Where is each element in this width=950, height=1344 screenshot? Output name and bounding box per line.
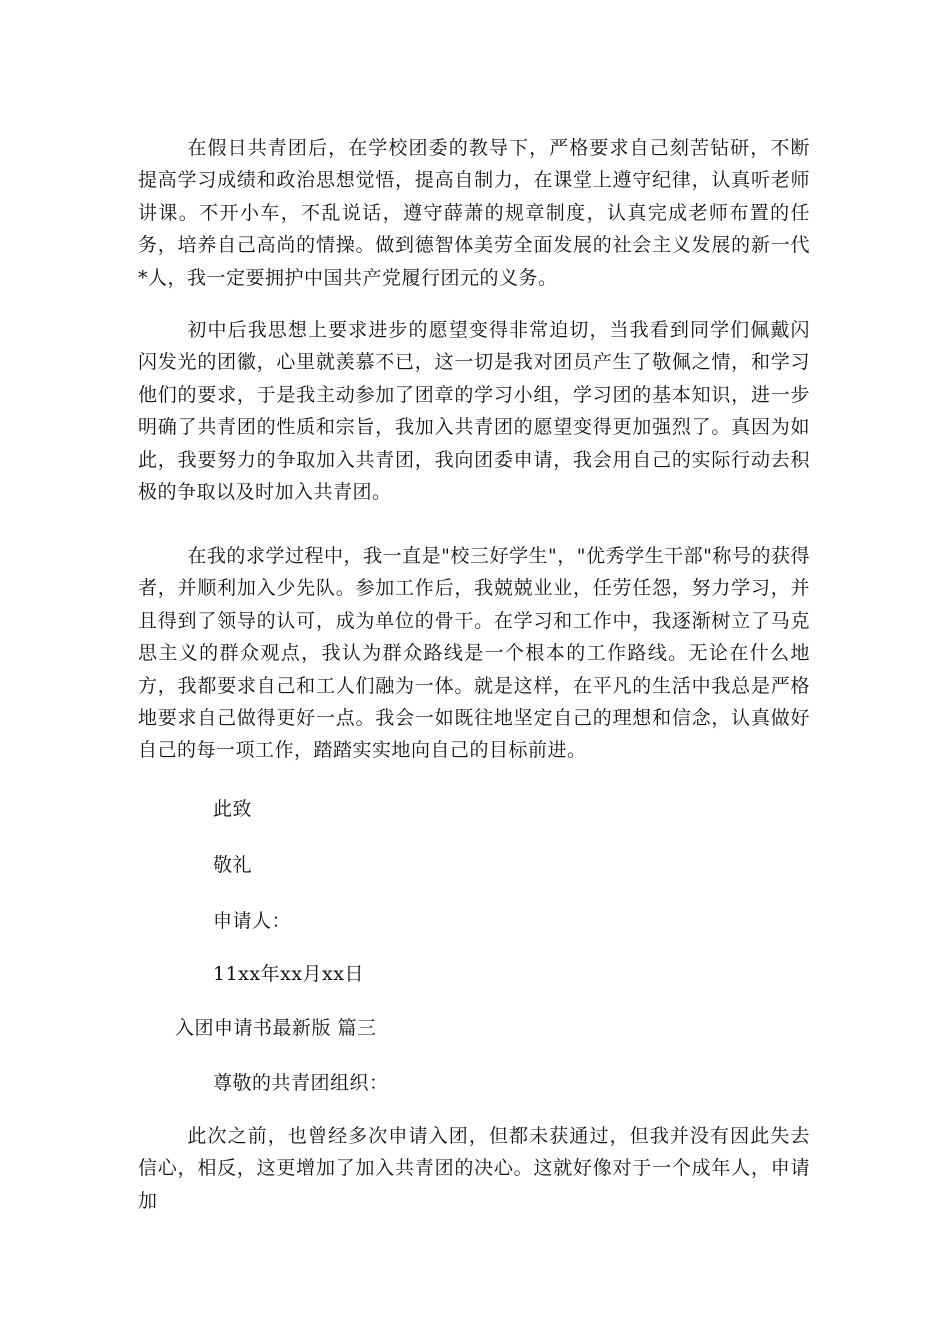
paragraph-3: 在我的求学过程中，我一直是"校三好学生"，"优秀学生干部"称号的获得者，并顺利加入少先队。参加工作后，我兢兢业业，任劳任怨，努力学习，并且得到了领导的认可，成为单位的骨干。在学习和工作中，我逐渐树立了马克思主义的群众观点，我认为群众路线是一个根本的工作路线。无论在什么地方，我都要求自己和工人们融为一体。就是这样，在平凡的生活中我总是严格地要求自己做得更好一点。我会一如既往地坚定自己的理想和信念，认真做好自己的每一项工作，踏踏实实地向自己的目标前进。: [138, 545, 810, 762]
applicant-label: 申请人：: [213, 910, 292, 932]
closing-text: 此致: [213, 798, 253, 820]
paragraph-2: 初中后我思想上要求进步的愿望变得非常迫切，当我看到同学们佩戴闪闪发光的团徽，心里就羡慕不已，这一切是我对团员产生了敬佩之情，和学习他们的要求，于是我主动参加了团章的学习小组，学习团的基本知识，进一步明确了共青团的性质和宗旨，我加入共青团的愿望变得更加强烈了。真因为如此，我要努力的争取加入共青团，我向团委申请，我会用自己的实际行动去积极的争取以及时加入共青团。: [138, 319, 810, 504]
paragraph-4: 此次之前，也曾经多次申请入团，但都未获通过，但我并没有因此失去信心，相反，这更增加了加入共青团的决心。这就好像对于一个成年人，申请加: [138, 1125, 810, 1212]
paragraph-1: 在假日共青团后，在学校团委的教导下，严格要求自己刻苦钻研，不断提高学习成绩和政治思想觉悟，提高自制力，在课堂上遵守纪律，认真听老师讲课。不开小车，不乱说话，遵守薛萧的规章制度，认真完成老师布置的任务，培养自己高尚的情操。做到德智体美劳全面发展的社会主义发展的新一代*人，我一定要拥护中国共产党履行团元的义务。: [138, 137, 810, 289]
section-title: 入团申请书最新版 篇三: [175, 1017, 377, 1039]
salute-text: 敬礼: [213, 854, 253, 876]
date-text: 11xx年xx月xx日: [213, 963, 364, 985]
greeting-text: 尊敬的共青团组织：: [213, 1072, 389, 1094]
